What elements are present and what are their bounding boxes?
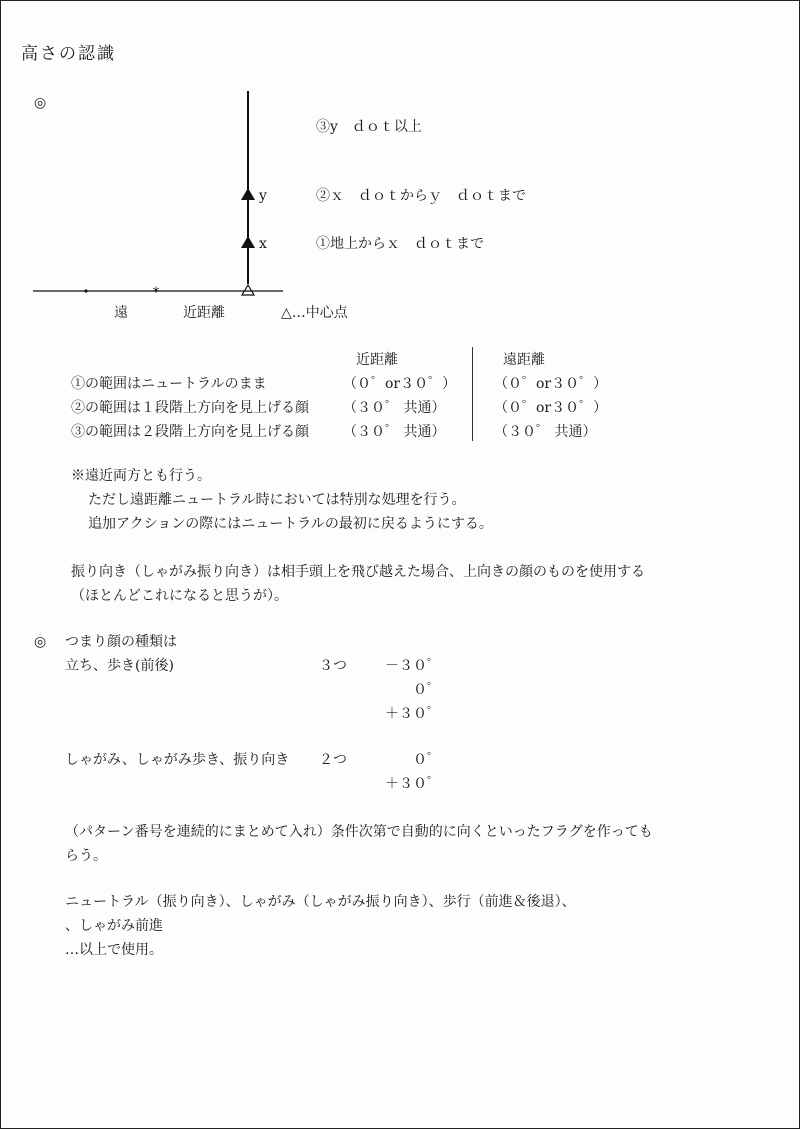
- face-group-label: 立ち、歩き(前後): [65, 658, 174, 674]
- table-cell-near: （０゜or３０゜）: [343, 376, 457, 392]
- section-marker: ◎: [34, 634, 47, 650]
- x-label: x: [259, 236, 267, 252]
- face-group-count: ２つ: [319, 752, 347, 768]
- center-point-icon: [242, 285, 254, 295]
- table-divider: [472, 347, 473, 441]
- face-group-label: しゃがみ、しゃがみ歩き、振り向き: [65, 752, 290, 768]
- usage-line: 、しゃがみ前進: [65, 918, 163, 934]
- table-row-label: ②の範囲は１段階上方向を見上げる顔: [71, 400, 309, 416]
- page-title: 高さの認識: [21, 44, 116, 64]
- far-point: [84, 289, 87, 292]
- height-diagram: [1, 1, 800, 331]
- table-header-near: 近距離: [356, 352, 398, 368]
- near-marker-icon: *: [152, 285, 160, 301]
- face-angle: －３０゜: [385, 658, 441, 674]
- table-header-far: 遠距離: [503, 352, 545, 368]
- usage-line: …以上で使用。: [65, 942, 163, 958]
- table-cell-near: （３０゜ 共通）: [343, 400, 446, 416]
- section-marker: ◎: [34, 95, 47, 111]
- near-label: 近距離: [183, 305, 225, 321]
- table-cell-far: （０゜or３０゜）: [494, 376, 608, 392]
- usage-line: ニュートラル（振り向き）、しゃがみ（しゃがみ振り向き）、歩行（前進＆後退）、: [65, 894, 576, 910]
- height-level-3: ③y ｄｏｔ以上: [316, 119, 422, 135]
- request-line: （パターン番号を連続的にまとめて入れ）条件次第で自動的に向くといったフラグを作っても: [65, 824, 653, 840]
- face-angle: ０゜: [413, 752, 441, 768]
- note-line: 追加アクションの際にはニュートラルの最初に戻るようにする。: [88, 516, 493, 532]
- y-marker-icon: [241, 188, 255, 200]
- table-row-label: ①の範囲はニュートラルのまま: [71, 376, 267, 392]
- table-cell-far: （３０゜ 共通）: [494, 424, 597, 440]
- y-label: y: [259, 188, 267, 204]
- height-level-1: ①地上からｘ ｄｏｔまで: [316, 236, 484, 252]
- x-marker-icon: [241, 236, 255, 248]
- far-label: 遠: [114, 305, 128, 321]
- face-angle: ０゜: [413, 682, 441, 698]
- turn-note-line: （ほとんどこれになると思うが）。: [71, 588, 288, 604]
- table-cell-near: （３０゜ 共通）: [343, 424, 446, 440]
- note-line: ※遠近両方とも行う。: [71, 468, 211, 484]
- face-angle: ＋３０゜: [385, 706, 441, 722]
- turn-note-line: 振り向き（しゃがみ振り向き）は相手頭上を飛び越えた場合、上向きの顔のものを使用する: [71, 564, 645, 580]
- section-heading: つまり顔の種類は: [65, 634, 177, 650]
- face-group-count: ３つ: [319, 658, 347, 674]
- face-angle: ＋３０゜: [385, 776, 441, 792]
- height-level-2: ②ｘ ｄｏｔからｙ ｄｏｔまで: [316, 188, 526, 204]
- note-line: ただし遠距離ニュートラル時においては特別な処理を行う。: [88, 492, 466, 508]
- center-point-label: △…中心点: [281, 305, 348, 321]
- table-row-label: ③の範囲は２段階上方向を見上げる顔: [71, 424, 309, 440]
- request-line: らう。: [65, 848, 107, 864]
- table-cell-far: （０゜or３０゜）: [494, 400, 608, 416]
